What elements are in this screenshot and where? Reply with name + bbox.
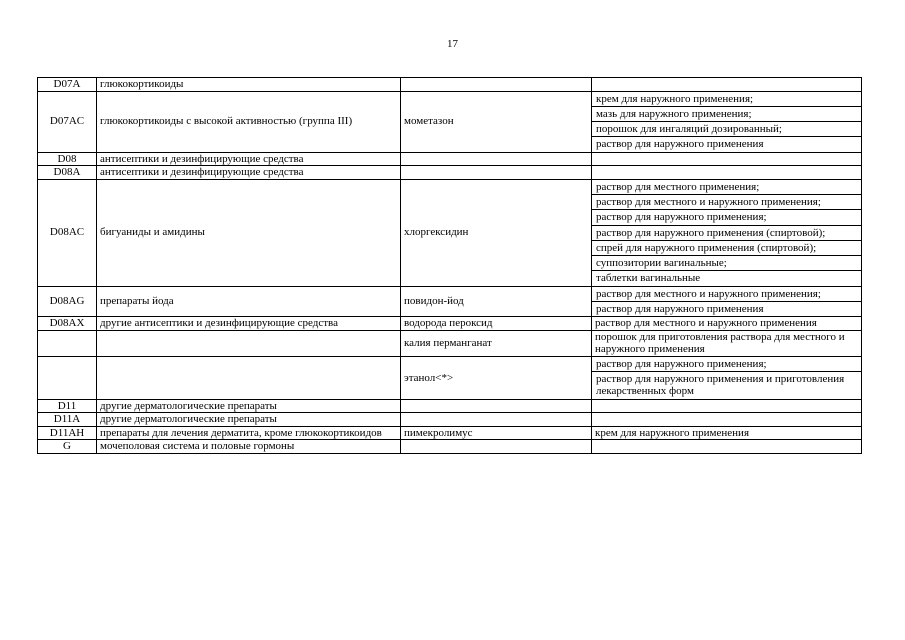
atc-code-cell: D08AC	[38, 179, 97, 286]
dosage-form-cell: раствор для местного и наружного применения;	[592, 194, 862, 209]
group-name-cell: антисептики и дезинфицирующие средства	[97, 166, 401, 180]
dosage-form-cell: порошок для ингаляций дозированный;	[592, 122, 862, 137]
atc-code-cell	[38, 330, 97, 356]
dosage-form-cell	[592, 413, 862, 427]
drug-name-cell: калия перманганат	[401, 330, 592, 356]
dosage-form-cell	[592, 399, 862, 413]
dosage-form-cell: раствор для наружного применения (спиртовой);	[592, 225, 862, 240]
drug-name-cell: повидон-йод	[401, 286, 592, 317]
dosage-form-cell: порошок для приготовления раствора для местного и наружного применения	[592, 330, 862, 356]
group-name-cell: глюкокортикоиды с высокой активностью (группа III)	[97, 91, 401, 152]
group-name-cell	[97, 356, 401, 399]
group-name-cell: антисептики и дезинфицирующие средства	[97, 152, 401, 166]
group-name-cell: другие дерматологические препараты	[97, 399, 401, 413]
dosage-form-cell: раствор для местного и наружного применения	[592, 317, 862, 331]
drug-name-cell: хлоргексидин	[401, 179, 592, 286]
group-name-cell: мочеполовая система и половые гормоны	[97, 440, 401, 454]
dosage-form-cell	[592, 440, 862, 454]
table-row	[38, 152, 862, 166]
drug-name-cell: пимекролимус	[401, 426, 592, 440]
atc-code-cell: D08	[38, 152, 97, 166]
table-row	[38, 166, 862, 180]
group-name-cell: препараты йода	[97, 286, 401, 317]
table-row	[38, 356, 862, 371]
dosage-form-cell: суппозитории вагинальные;	[592, 256, 862, 271]
group-name-cell: глюкокортикоиды	[97, 78, 401, 92]
dosage-form-cell	[592, 166, 862, 180]
atc-code-cell: D08AX	[38, 317, 97, 331]
table-row	[38, 413, 862, 427]
group-name-cell: препараты для лечения дерматита, кроме глюкокортикоидов	[97, 426, 401, 440]
dosage-form-cell: раствор для наружного применения;	[592, 356, 862, 371]
atc-code-cell: D11AH	[38, 426, 97, 440]
atc-code-cell: G	[38, 440, 97, 454]
table-row	[38, 317, 862, 331]
dosage-form-cell: раствор для наружного применения	[592, 302, 862, 317]
atc-code-cell	[38, 356, 97, 399]
drug-name-cell	[401, 166, 592, 180]
atc-code-cell: D11	[38, 399, 97, 413]
dosage-form-cell: раствор для наружного применения	[592, 137, 862, 152]
dosage-form-cell: крем для наружного применения	[592, 426, 862, 440]
dosage-form-cell	[592, 152, 862, 166]
dosage-form-cell: таблетки вагинальные	[592, 271, 862, 286]
dosage-form-cell	[592, 78, 862, 92]
drug-name-cell	[401, 399, 592, 413]
dosage-form-cell: раствор для местного применения;	[592, 179, 862, 194]
drug-name-cell: водорода пероксид	[401, 317, 592, 331]
dosage-form-cell: крем для наружного применения;	[592, 91, 862, 106]
group-name-cell: другие антисептики и дезинфицирующие средства	[97, 317, 401, 331]
atc-code-cell: D07A	[38, 78, 97, 92]
table-row	[38, 91, 862, 106]
table-row	[38, 78, 862, 92]
drug-name-cell	[401, 78, 592, 92]
drug-classification-table	[37, 77, 862, 454]
group-name-cell: другие дерматологические препараты	[97, 413, 401, 427]
page-number: 17	[447, 38, 458, 50]
table-row	[38, 426, 862, 440]
dosage-form-cell: раствор для наружного применения и приготовления лекарственных форм	[592, 372, 862, 400]
table-row	[38, 440, 862, 454]
table-row	[38, 179, 862, 194]
drug-name-cell	[401, 440, 592, 454]
drug-name-cell: этанол<*>	[401, 356, 592, 399]
table-row	[38, 330, 862, 356]
atc-code-cell: D08A	[38, 166, 97, 180]
atc-code-cell: D08AG	[38, 286, 97, 317]
dosage-form-cell: мазь для наружного применения;	[592, 106, 862, 121]
table-row	[38, 399, 862, 413]
atc-code-cell: D11A	[38, 413, 97, 427]
drug-name-cell	[401, 152, 592, 166]
drug-name-cell	[401, 413, 592, 427]
table-row	[38, 286, 862, 301]
drug-name-cell: мометазон	[401, 91, 592, 152]
dosage-form-cell: спрей для наружного применения (спиртовой);	[592, 240, 862, 255]
dosage-form-cell: раствор для наружного применения;	[592, 210, 862, 225]
group-name-cell	[97, 330, 401, 356]
dosage-form-cell: раствор для местного и наружного применения;	[592, 286, 862, 301]
atc-code-cell: D07AC	[38, 91, 97, 152]
group-name-cell: бигуаниды и амидины	[97, 179, 401, 286]
